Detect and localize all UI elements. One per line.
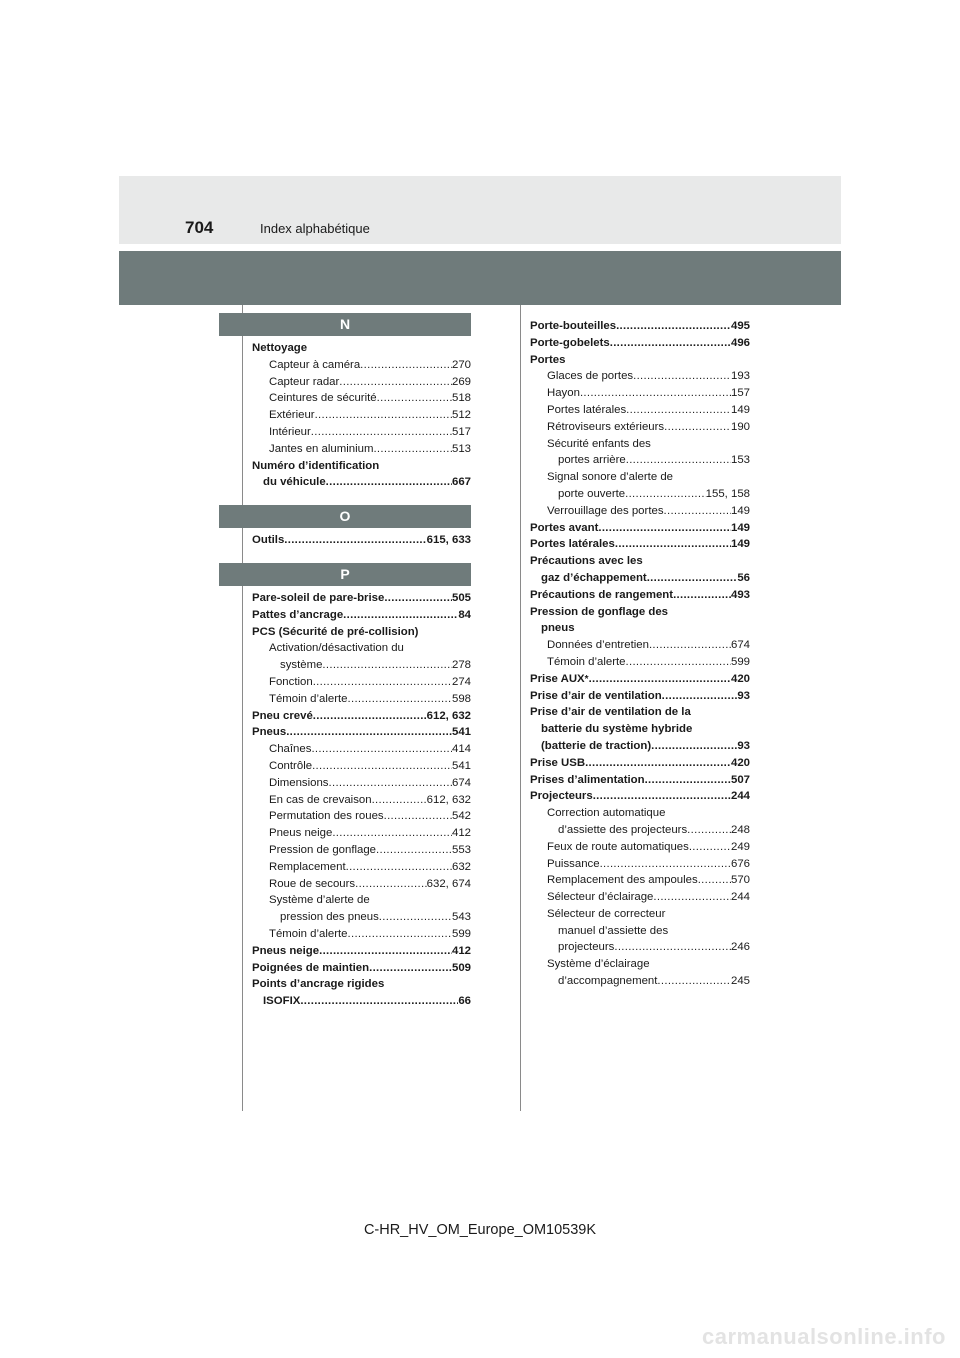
- entry-page: 155, 158: [705, 487, 750, 500]
- entry-page: 518: [451, 392, 471, 405]
- entry-term: système: [280, 659, 323, 672]
- index-entry: [530, 637, 750, 654]
- dot-leader: [377, 390, 452, 407]
- index-entry: [252, 792, 471, 809]
- entry-term: Portes: [530, 353, 566, 366]
- dot-leader: [600, 856, 731, 873]
- entry-page: 507: [730, 773, 750, 786]
- section-entries: [219, 340, 471, 491]
- dot-leader: [625, 486, 706, 503]
- entry-term: Roue de secours: [269, 877, 356, 890]
- dot-leader: [633, 368, 731, 385]
- dot-leader: [284, 532, 426, 549]
- entry-term: pneus: [541, 622, 575, 635]
- entry-term: PCS (Sécurité de pré-collision): [252, 625, 419, 638]
- index-entry: Prise AUX * ..... 420: [530, 671, 750, 688]
- dot-leader: [626, 452, 731, 469]
- entry-page: 190: [730, 420, 750, 433]
- index-entry: [530, 469, 750, 486]
- entry-term: Rétroviseurs extérieurs: [547, 420, 665, 433]
- entry-page: 193: [730, 370, 750, 383]
- entry-page: 93: [737, 739, 750, 752]
- entry-page: 517: [451, 425, 471, 438]
- entry-page: 269: [451, 375, 471, 388]
- entry-term: Système d’alerte de: [269, 894, 370, 907]
- dot-leader: [379, 909, 452, 926]
- entry-term: Contrôle: [269, 759, 313, 772]
- index-entry: [252, 424, 471, 441]
- index-entry: [530, 503, 750, 520]
- index-entry: [530, 452, 750, 469]
- index-entry: [252, 943, 471, 960]
- entry-page: 570: [730, 874, 750, 887]
- entry-term: Remplacement des ampoules: [547, 874, 698, 887]
- entry-page: 244: [730, 790, 750, 803]
- dot-leader: [626, 654, 731, 671]
- dot-leader: [593, 788, 731, 805]
- dot-leader: [311, 424, 452, 441]
- dot-leader: [651, 738, 737, 755]
- index-column-left: [219, 313, 471, 1010]
- entry-page: 412: [451, 944, 471, 957]
- entry-term: Poignées de maintien: [252, 961, 370, 974]
- entry-term: batterie du système hybride: [541, 723, 693, 736]
- entry-term: Portes avant: [530, 521, 599, 534]
- entry-page: 541: [451, 759, 471, 772]
- index-entry: [530, 385, 750, 402]
- section-letter-o: O: [219, 505, 471, 528]
- entry-term: Prise d’air de ventilation: [530, 689, 662, 702]
- dot-leader: [689, 839, 731, 856]
- index-entry: [530, 368, 750, 385]
- entry-term: Intérieur: [269, 425, 311, 438]
- entry-page: 149: [730, 521, 750, 534]
- index-entry: [530, 688, 750, 705]
- entry-term: Prise d’air de ventilation de la: [530, 706, 691, 719]
- dot-leader: [348, 691, 452, 708]
- entry-term: Prises d’alimentation: [530, 773, 645, 786]
- entry-page: 153: [730, 454, 750, 467]
- dot-leader: [360, 357, 452, 374]
- dot-leader: [585, 755, 731, 772]
- entry-term: Capteur à caméra: [269, 358, 361, 371]
- entry-term: Feux de route automatiques: [547, 840, 689, 853]
- entry-term: manuel d’assiette des: [558, 924, 669, 937]
- entry-page: 149: [730, 538, 750, 551]
- index-entry: [252, 724, 471, 741]
- entry-page: 612, 632: [426, 709, 471, 722]
- dot-leader: [286, 724, 452, 741]
- dot-leader: [373, 441, 452, 458]
- watermark: carmanualsonline.info: [702, 1324, 946, 1349]
- dot-leader: [589, 671, 731, 688]
- index-entry: [252, 993, 471, 1010]
- index-entry: [252, 976, 471, 993]
- dot-leader: [645, 772, 731, 789]
- section-letter-n: N: [219, 313, 471, 336]
- index-entry: [252, 407, 471, 424]
- dot-leader: [653, 889, 731, 906]
- index-entry: [252, 758, 471, 775]
- entry-term: Chaînes: [269, 743, 312, 756]
- index-entry: [252, 859, 471, 876]
- dot-leader: [372, 792, 427, 809]
- header-band: [119, 251, 841, 305]
- entry-term: Fonction: [269, 675, 313, 688]
- index-entry: [530, 587, 750, 604]
- entry-page: 553: [451, 843, 471, 856]
- entry-page: 246: [730, 941, 750, 954]
- dot-leader: [326, 474, 452, 491]
- index-entry: [252, 741, 471, 758]
- dot-leader: [315, 407, 452, 424]
- entry-page: 632, 674: [426, 877, 471, 890]
- entry-term: porte ouverte: [558, 487, 626, 500]
- dot-leader: [598, 520, 731, 537]
- dot-leader: [348, 926, 452, 943]
- entry-term: Nettoyage: [252, 342, 308, 354]
- index-entry: [530, 788, 750, 805]
- dot-leader: [662, 688, 738, 705]
- index-entry: [530, 738, 750, 755]
- dot-leader: [664, 503, 731, 520]
- dot-leader: [313, 708, 427, 725]
- index-entry: [530, 856, 750, 873]
- entry-term: Sélecteur de correcteur: [547, 907, 666, 920]
- entry-page: 278: [451, 659, 471, 672]
- entry-term: Témoin d’alerte: [547, 655, 626, 668]
- entry-page: 274: [451, 675, 471, 688]
- entry-term: (batterie de traction): [541, 739, 652, 752]
- dot-leader: [346, 859, 452, 876]
- entry-term: Porte-bouteilles: [530, 320, 617, 332]
- dot-leader: [329, 775, 452, 792]
- entry-term: Capteur radar: [269, 375, 340, 388]
- entry-term: Précautions de rangement: [530, 588, 674, 601]
- index-entry: [530, 536, 750, 553]
- entry-page: 674: [730, 639, 750, 652]
- dot-leader: [384, 590, 452, 607]
- dot-leader: [300, 993, 458, 1010]
- entry-term: Permutation des roues: [269, 810, 384, 823]
- dot-leader: [698, 872, 731, 889]
- index-entry: [252, 340, 471, 357]
- dot-leader: [355, 876, 427, 893]
- entry-page: 543: [451, 911, 471, 924]
- header-bar: [119, 176, 841, 244]
- entry-page: 612, 632: [426, 793, 471, 806]
- index-entry: [530, 419, 750, 436]
- index-entry: [530, 486, 750, 503]
- entry-page: 66: [458, 995, 471, 1008]
- entry-term: Dimensions: [269, 776, 329, 789]
- entry-page: 493: [730, 588, 750, 601]
- entry-page: 420: [730, 756, 750, 769]
- index-column-right: [530, 318, 750, 990]
- index-entry: [252, 590, 471, 607]
- dot-leader: [649, 637, 731, 654]
- page-number: 704: [185, 218, 214, 237]
- entry-page: 149: [730, 403, 750, 416]
- entry-page: 512: [451, 409, 471, 422]
- entry-term: gaz d’échappement: [541, 571, 647, 584]
- index-entry: [530, 620, 750, 637]
- entry-page: 599: [451, 927, 471, 940]
- entry-term: pression des pneus: [280, 911, 379, 924]
- entry-term: Extérieur: [269, 409, 315, 422]
- entry-term: Ceintures de sécurité: [269, 392, 377, 405]
- index-entry: [252, 607, 471, 624]
- entry-page: 674: [451, 776, 471, 789]
- entry-term: Pneus: [252, 726, 287, 739]
- document-id: C-HR_HV_OM_Europe_OM10539K: [363, 1222, 597, 1238]
- entry-term: Projecteurs: [530, 790, 593, 803]
- entry-term: Correction automatique: [547, 807, 666, 820]
- dot-leader: [311, 741, 452, 758]
- entry-page: 270: [451, 358, 471, 371]
- entry-page: 598: [451, 692, 471, 705]
- entry-term: Jantes en aluminium: [269, 442, 374, 455]
- section-letter-p: P: [219, 563, 471, 586]
- dot-leader: [610, 335, 731, 352]
- entry-term: Sélecteur d’éclairage: [547, 891, 654, 904]
- entry-page: 412: [451, 827, 471, 840]
- dot-leader: [313, 674, 452, 691]
- entry-page: 496: [730, 336, 750, 349]
- index-entry: [530, 335, 750, 352]
- index-entry: [252, 624, 471, 641]
- index-entry: [252, 357, 471, 374]
- entry-term: Sécurité enfants des: [547, 437, 651, 450]
- entry-term: Remplacement: [269, 860, 346, 873]
- index-entry: [252, 374, 471, 391]
- entry-page: 149: [730, 504, 750, 517]
- entry-term: portes arrière: [558, 454, 626, 467]
- dot-leader: [339, 374, 452, 391]
- entry-page: 248: [730, 823, 750, 836]
- index-entry: [252, 640, 471, 657]
- entry-term: Pneus neige: [269, 827, 333, 840]
- entry-term: En cas de crevaison: [269, 793, 372, 806]
- entry-term: Verrouillage des portes: [547, 504, 664, 517]
- entry-term: Système d’éclairage: [547, 958, 650, 971]
- entry-term: Pneus neige: [252, 944, 320, 957]
- entry-term: Outils: [252, 534, 285, 547]
- index-entry: [252, 532, 471, 549]
- index-entry: [530, 604, 750, 621]
- dot-leader: [626, 402, 731, 419]
- entry-term: Glaces de portes: [547, 370, 634, 383]
- entry-term: Pare-soleil de pare-brise: [252, 591, 385, 604]
- entry-page: 632: [451, 860, 471, 873]
- index-entry: [530, 973, 750, 990]
- entry-term: projecteurs: [558, 941, 615, 954]
- index-entry: [530, 721, 750, 738]
- entry-term: Numéro d’identification: [252, 459, 380, 472]
- index-entry: [530, 520, 750, 537]
- index-entry: [530, 318, 750, 335]
- entry-page: 245: [730, 975, 750, 988]
- index-entry: [530, 402, 750, 419]
- index-entry: [530, 889, 750, 906]
- index-entry: [530, 822, 750, 839]
- entry-page: 495: [730, 320, 750, 332]
- entry-term: d’assiette des projecteurs: [558, 823, 688, 836]
- entry-term: Puissance: [547, 857, 600, 870]
- entry-term: Prise USB: [530, 756, 586, 769]
- entry-term: Portes latérales: [530, 538, 615, 551]
- dot-leader: [384, 808, 452, 825]
- entry-term: Précautions avec les: [530, 555, 643, 568]
- index-entry: [252, 691, 471, 708]
- index-entry: [530, 553, 750, 570]
- entry-term: Porte-gobelets: [530, 336, 610, 349]
- entry-page: 157: [730, 387, 750, 400]
- entry-page: 244: [730, 891, 750, 904]
- entry-page: 615, 633: [426, 534, 471, 547]
- index-entry: [530, 906, 750, 923]
- entry-term: Pneu crevé: [252, 709, 313, 722]
- entry-term: Portes latérales: [547, 403, 627, 416]
- entry-term: Témoin d’alerte: [269, 692, 348, 705]
- section-entries: [219, 590, 471, 1010]
- index-entry: [252, 808, 471, 825]
- index-entry: [252, 390, 471, 407]
- dot-leader: [580, 385, 731, 402]
- index-entry: [530, 805, 750, 822]
- entry-page: 505: [451, 591, 471, 604]
- index-entry: [530, 923, 750, 940]
- entry-term: ISOFIX: [263, 995, 301, 1008]
- dot-leader: [332, 825, 452, 842]
- index-entry: [252, 892, 471, 909]
- entry-term: Points d’ancrage rigides: [252, 978, 385, 991]
- index-entry: [252, 674, 471, 691]
- index-entry: [252, 458, 471, 475]
- entry-page: 667: [451, 476, 471, 489]
- index-entry: [252, 441, 471, 458]
- entry-term: Pattes d’ancrage: [252, 608, 344, 621]
- index-entry: [252, 474, 471, 491]
- entry-term: Hayon: [547, 387, 580, 400]
- index-entry: [530, 755, 750, 772]
- dot-leader: [615, 536, 731, 553]
- section-title: Index alphabétique: [260, 221, 370, 236]
- entry-term: d’accompagnement: [558, 975, 658, 988]
- dot-leader: [376, 842, 452, 859]
- dot-leader: [312, 758, 452, 775]
- entry-page: 541: [451, 726, 471, 739]
- entry-page: 414: [451, 743, 471, 756]
- entry-term: Pression de gonflage: [269, 843, 377, 856]
- dot-leader: [616, 318, 731, 335]
- index-entry: [530, 352, 750, 369]
- section-entries: [219, 532, 471, 549]
- dot-leader: [687, 822, 731, 839]
- entry-page: 599: [730, 655, 750, 668]
- index-entry: [530, 839, 750, 856]
- entry-term: Signal sonore d’alerte de: [547, 471, 674, 484]
- index-entry: [530, 956, 750, 973]
- dot-leader: [647, 570, 738, 587]
- entry-page: 513: [451, 442, 471, 455]
- index-entry: [252, 960, 471, 977]
- index-entry: [252, 926, 471, 943]
- entry-term: Activation/désactivation du: [269, 642, 404, 655]
- index-entry: [530, 772, 750, 789]
- dot-leader: [657, 973, 731, 990]
- entry-page: 676: [730, 857, 750, 870]
- index-entry: [252, 825, 471, 842]
- index-entry: [252, 708, 471, 725]
- index-entry: [530, 872, 750, 889]
- dot-leader: [369, 960, 452, 977]
- entry-term: Prise AUX: [530, 672, 585, 685]
- index-entry: [252, 657, 471, 674]
- entry-term: Pression de gonflage des: [530, 605, 668, 618]
- entry-page: 56: [737, 571, 750, 584]
- index-entry: [530, 570, 750, 587]
- entry-page: 93: [737, 689, 750, 702]
- entry-page: 542: [451, 810, 471, 823]
- dot-leader: [322, 657, 452, 674]
- entry-term: Témoin d’alerte: [269, 927, 348, 940]
- dot-leader: [664, 419, 731, 436]
- index-entry: [530, 704, 750, 721]
- entry-term: du véhicule: [263, 476, 326, 489]
- dot-leader: [343, 607, 458, 624]
- entry-page: 509: [451, 961, 471, 974]
- entry-page: 249: [730, 840, 750, 853]
- index-entry: [252, 775, 471, 792]
- index-entry: [252, 842, 471, 859]
- dot-leader: [614, 939, 731, 956]
- index-entry: [252, 909, 471, 926]
- index-entry: [252, 876, 471, 893]
- index-entry: [530, 654, 750, 671]
- index-entry: [530, 436, 750, 453]
- index-entry: [530, 939, 750, 956]
- dot-leader: [319, 943, 452, 960]
- dot-leader: [673, 587, 731, 604]
- entry-page: 84: [458, 608, 471, 621]
- right-column-rule: [520, 305, 521, 1111]
- entry-page: 420: [730, 672, 750, 685]
- entry-term: Données d’entretien: [547, 639, 649, 652]
